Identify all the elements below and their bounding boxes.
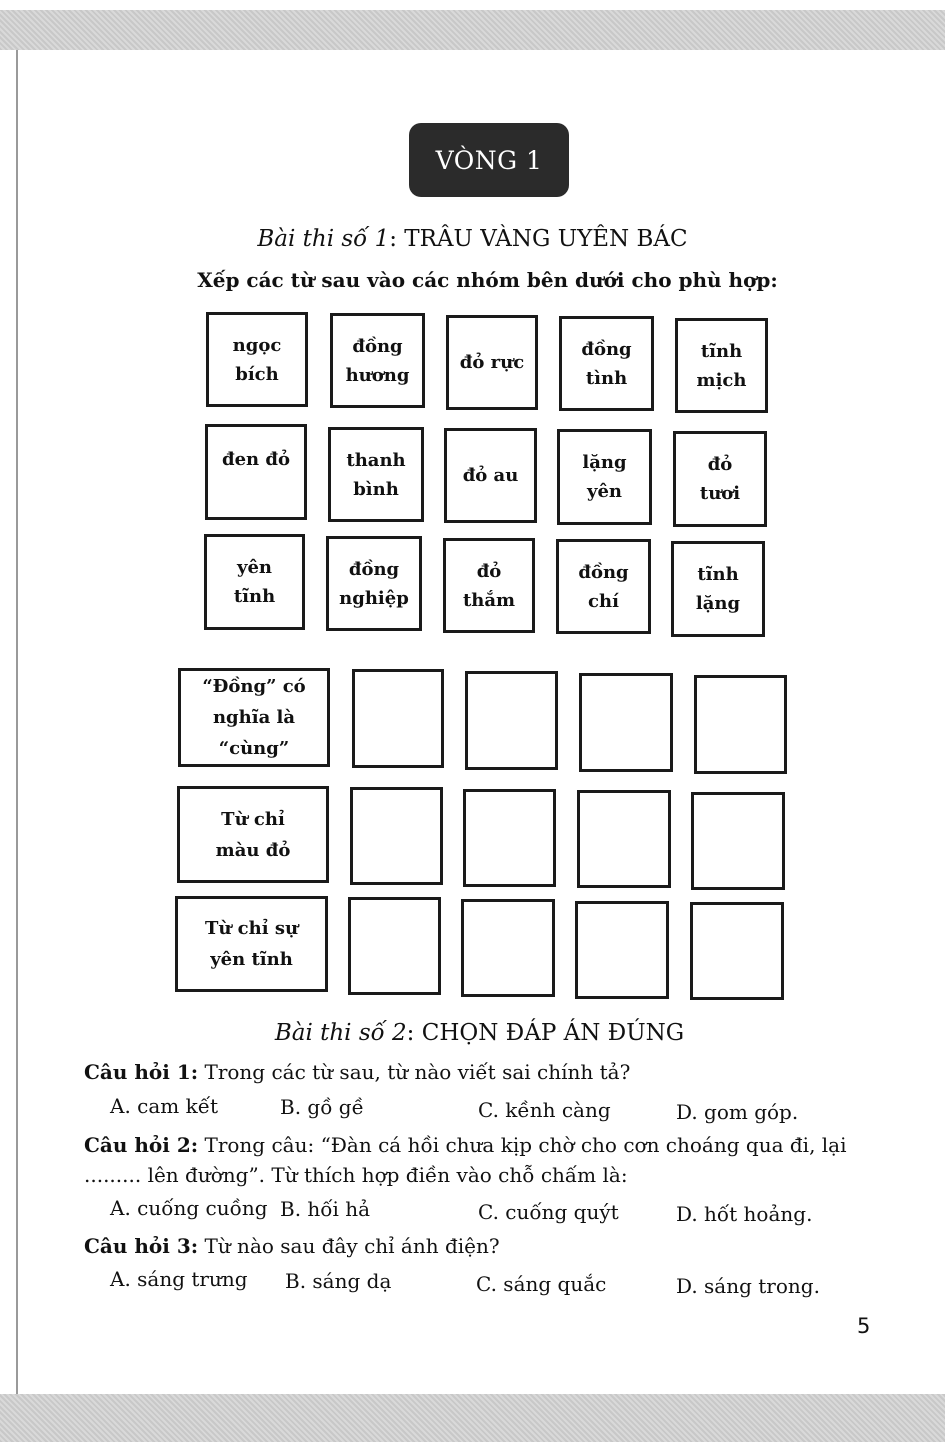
- bottom-scan-band: [0, 1394, 945, 1442]
- q2-option-d[interactable]: D. hốt hoảng.: [676, 1202, 813, 1226]
- word-card[interactable]: đỏ au: [444, 428, 537, 523]
- word-card[interactable]: ngọc bích: [206, 312, 308, 407]
- exercise1-instruction: Xếp các từ sau vào các nhóm bên dưới cho phù hợp:: [197, 268, 778, 292]
- word-card[interactable]: thanh bình: [328, 427, 424, 522]
- q2-option-b[interactable]: B. hối hả: [280, 1197, 371, 1221]
- drop-slot[interactable]: [463, 789, 556, 887]
- exercise1-title: : TRÂU VÀNG UYÊN BÁC: [389, 226, 688, 252]
- exercise2-heading: [7, 1020, 945, 1046]
- drop-slot[interactable]: [694, 675, 787, 774]
- q3-option-c[interactable]: C. sáng quắc: [476, 1272, 607, 1296]
- q3-option-d[interactable]: D. sáng trong.: [676, 1274, 820, 1298]
- word-card[interactable]: yên tĩnh: [204, 534, 305, 630]
- q3-option-a[interactable]: A. sáng trưng: [110, 1267, 248, 1291]
- word-card[interactable]: đồng tình: [559, 316, 654, 411]
- exercise1-prefix: Bài thi số 1: [257, 226, 390, 252]
- word-card[interactable]: đồng chí: [556, 539, 651, 634]
- q2-option-c[interactable]: C. cuống quýt: [478, 1200, 619, 1224]
- drop-slot[interactable]: [465, 671, 558, 770]
- word-card[interactable]: tĩnh mịch: [675, 318, 768, 413]
- word-card[interactable]: đỏ tươi: [673, 431, 767, 527]
- q2-option-a[interactable]: A. cuống cuồng: [110, 1196, 268, 1220]
- drop-slot[interactable]: [348, 897, 441, 995]
- drop-slot[interactable]: [461, 899, 555, 997]
- category-label-dong-cung: “Đồng” có nghĩa là “cùng”: [178, 668, 330, 767]
- question-3-text: Từ nào sau đây chỉ ánh điện?: [198, 1234, 500, 1258]
- drop-slot[interactable]: [691, 792, 785, 890]
- drop-slot[interactable]: [350, 787, 443, 885]
- exercise2-title: : CHỌN ĐÁP ÁN ĐÚNG: [406, 1020, 685, 1046]
- q1-option-d[interactable]: D. gom góp.: [676, 1100, 799, 1124]
- word-card[interactable]: đồng hương: [330, 313, 425, 408]
- drop-slot[interactable]: [352, 669, 444, 768]
- category-label-mau-do: Từ chỉ màu đỏ: [177, 786, 329, 883]
- word-card[interactable]: lặng yên: [557, 429, 652, 525]
- word-card[interactable]: đỏ rực: [446, 315, 538, 410]
- top-scan-band: [0, 10, 945, 50]
- exercise1-heading: [0, 226, 945, 252]
- drop-slot[interactable]: [579, 673, 673, 772]
- exercise2-prefix: Bài thi số 2: [274, 1020, 407, 1046]
- word-card[interactable]: đồng nghiệp: [326, 536, 422, 631]
- drop-slot[interactable]: [690, 902, 784, 1000]
- q3-option-b[interactable]: B. sáng dạ: [285, 1269, 392, 1293]
- category-label-yen-tinh: Từ chỉ sự yên tĩnh: [175, 896, 328, 992]
- drop-slot[interactable]: [575, 901, 669, 999]
- word-card[interactable]: đen đỏ: [205, 424, 307, 520]
- page-number: 5: [857, 1314, 871, 1338]
- question-2-text: Trong câu: “Đàn cá hồi chưa kịp chờ cho cơn choáng qua đi, lại: [198, 1133, 847, 1157]
- question-3-label: Câu hỏi 3:: [84, 1234, 199, 1258]
- round-badge: VÒNG 1: [409, 123, 569, 197]
- question-1-text: Trong các từ sau, từ nào viết sai chính tả?: [198, 1060, 631, 1084]
- question-3: [84, 1232, 500, 1260]
- question-2: [84, 1131, 884, 1159]
- q1-option-c[interactable]: C. kềnh càng: [478, 1098, 611, 1122]
- drop-slot[interactable]: [577, 790, 671, 888]
- word-card[interactable]: đỏ thắm: [443, 538, 535, 633]
- question-1-label: Câu hỏi 1:: [84, 1060, 199, 1084]
- question-2-label: Câu hỏi 2:: [84, 1133, 199, 1157]
- q1-option-b[interactable]: B. gồ gề: [280, 1095, 364, 1119]
- word-card[interactable]: tĩnh lặng: [671, 541, 765, 637]
- question-1: [84, 1058, 630, 1086]
- q1-option-a[interactable]: A. cam kết: [110, 1094, 219, 1118]
- question-2-continuation: ......... lên đường”. Từ thích hợp điền vào chỗ chấm là:: [84, 1163, 628, 1187]
